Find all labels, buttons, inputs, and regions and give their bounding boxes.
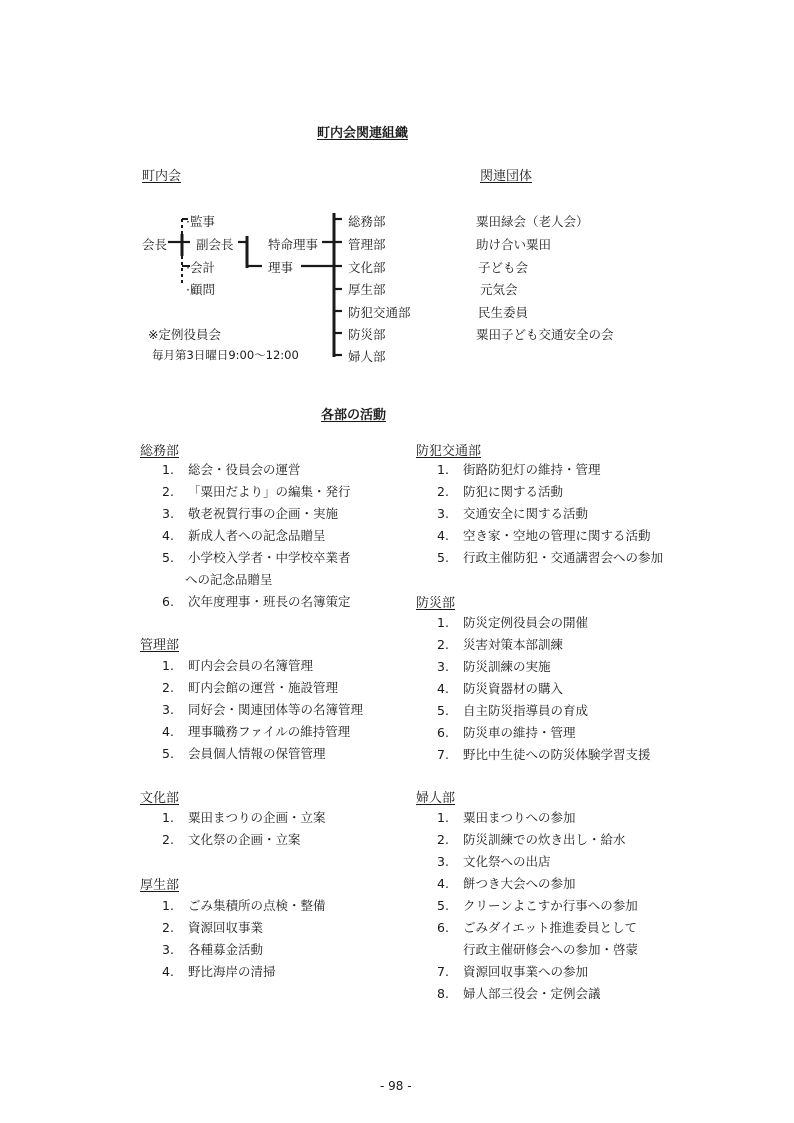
dept-bunka: 文化部 [348,260,386,275]
list-item: 3. 各種募金活動 [162,942,264,957]
list-item: 1. 街路防犯灯の維持・管理 [437,462,601,477]
officer-treasurer: ·会計 [186,260,215,275]
section-heading-somu: 総務部 [140,444,180,459]
officer-vice-president: 副会長 [196,237,234,252]
list-item: 3. 防災訓練の実施 [437,659,551,674]
related-group: 粟田緑会（老人会） [476,214,589,229]
list-item: 4. 空き家・空地の管理に関する活動 [437,528,651,543]
list-item-continuation: への記念品贈呈 [185,572,273,587]
dept-somu: 総務部 [348,214,386,229]
list-item: 3. 文化祭への出店 [437,854,551,869]
list-item: 4. 防災資器材の購入 [437,681,564,696]
list-item: 6. 次年度理事・班長の名簿策定 [162,594,351,609]
director-label: 理事 [268,260,294,275]
dept-kousei: 厚生部 [348,282,386,297]
list-item: 1. ごみ集積所の点検・整備 [162,898,326,913]
list-item: 2. 防犯に関する活動 [437,484,564,499]
list-item: 1. 総会・役員会の運営 [162,462,301,477]
section-heading-bunka: 文化部 [140,791,180,806]
related-group: 粟田子ども交通安全の会 [476,327,614,342]
section-heading-fujin: 婦人部 [416,791,456,806]
related-group: 子ども会 [478,260,529,275]
list-item: 4. 理事職務ファイルの維持管理 [162,724,351,739]
dept-bousai: 防災部 [348,327,386,342]
list-item: 1. 粟田まつりの企画・立案 [162,810,326,825]
org-chart-title: 町内会関連組織 [317,126,409,141]
list-item: 2. 町内会館の運営・施設管理 [162,680,339,695]
related-group: 元気会 [480,282,518,297]
related-groups-heading: 関連団体 [480,169,533,184]
list-item: 3. 同好会・関連団体等の名簿管理 [162,702,364,717]
list-item: 4. 野比海岸の清掃 [162,964,276,979]
list-item: 6. ごみダイエット推進委員として [437,920,638,935]
dept-kanri: 管理部 [348,237,386,252]
list-item: 5. 小学校入学者・中学校卒業者 [162,550,351,565]
list-item: 3. 敬老祝賀行事の企画・実施 [162,506,339,521]
list-item: 4. 新成人者への記念品贈呈 [162,528,326,543]
list-item: 1. 防災定例役員会の開催 [437,615,589,630]
list-item: 4. 餅つき大会への参加 [437,876,576,891]
section-heading-kanri: 管理部 [140,638,180,653]
list-item: 7. 資源回収事業への参加 [437,964,589,979]
list-item: 5. 自主防災指導員の育成 [437,703,589,718]
section-heading-kousei: 厚生部 [140,878,180,893]
list-item: 2. 災害対策本部訓練 [437,637,564,652]
town-association-heading: 町内会 [142,169,182,184]
list-item: 6. 防災車の維持・管理 [437,725,576,740]
list-item: 5. 行政主催防犯・交通講習会への参加 [437,550,664,565]
list-item: 7. 野比中生徒への防災体験学習支援 [437,747,651,762]
list-item: 1. 町内会会員の名簿管理 [162,658,314,673]
section-heading-bouhan: 防犯交通部 [416,444,482,459]
list-item: 8. 婦人部三役会・定例会議 [437,986,601,1001]
list-item: 2. 資源回収事業 [162,920,264,935]
dept-bouhan: 防犯交通部 [348,305,411,320]
page-number: - 98 - [380,1079,412,1093]
special-director-label: 特命理事 [268,237,319,252]
section-heading-bousai: 防災部 [416,596,456,611]
dept-fujin: 婦人部 [348,349,386,364]
list-item: 3. 交通安全に関する活動 [437,506,589,521]
meeting-label: ※定例役員会 [148,327,221,342]
meeting-time: 毎月第3日曜日9:00～12:00 [152,348,299,362]
related-group: 助け合い粟田 [476,237,552,252]
list-item: 2. 防災訓練での炊き出し・給水 [437,832,626,847]
related-group: 民生委員 [478,305,529,320]
list-item: 1. 粟田まつりへの参加 [437,810,576,825]
list-item: 5. 会員個人情報の保管管理 [162,746,326,761]
activities-title: 各部の活動 [321,408,387,423]
list-item-continuation: 行政主催研修会への参加・啓蒙 [463,942,639,957]
officer-auditor: ·監事 [186,214,215,229]
president-label: 会長 [142,237,168,252]
list-item: 2. 文化祭の企画・立案 [162,832,301,847]
list-item: 5. クリーンよこすか行事への参加 [437,898,638,913]
officer-adviser: ·顧問 [186,282,215,297]
list-item: 2. 「粟田だより」の編集・発行 [162,484,351,499]
